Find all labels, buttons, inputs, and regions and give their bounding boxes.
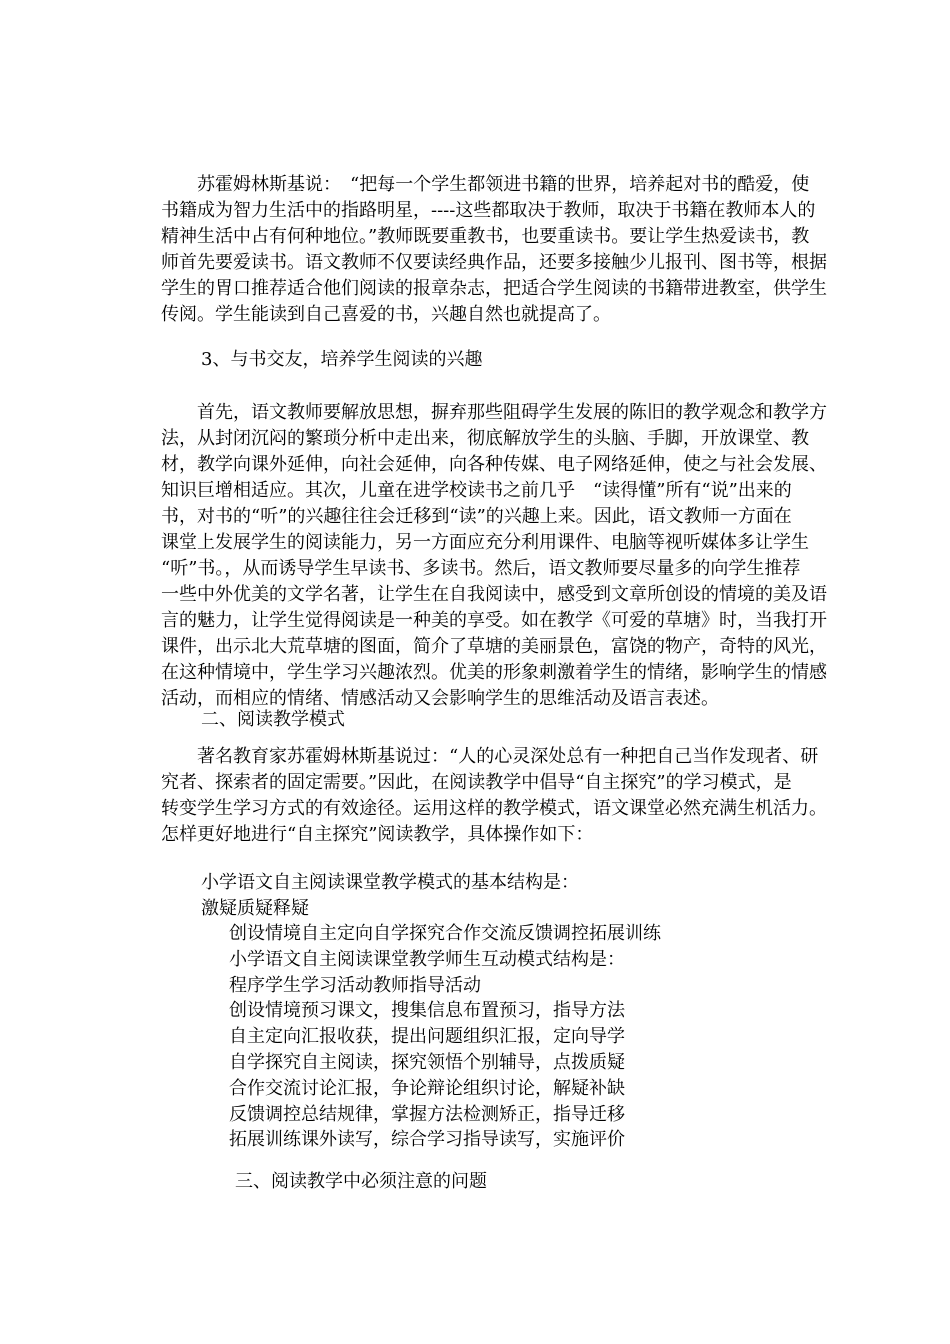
text-line: 传阅。学生能读到自己喜爱的书，兴趣自然也就提高了。 xyxy=(161,304,611,325)
section-heading-3b: 三、阅读教学中必须注意的问题 xyxy=(235,1171,487,1192)
text-line: 材，教学向课外延伸，向社会延伸，向各种传媒、电子网络延伸，使之与社会发展、 xyxy=(161,454,827,475)
text-line: 师首先要爱读书。语文教师不仅要读经典作品，还要多接触少儿报刊、图书等，根据 xyxy=(161,252,827,273)
section-heading-3: 3、与书交友，培养学生阅读的兴趣 xyxy=(201,349,483,370)
text-line: 课件，出示北大荒草塘的图面，简介了草塘的美丽景色，富饶的物产，奇特的风光， xyxy=(161,636,827,657)
text-line: 学生的胃口推荐适合他们阅读的报章杂志，把适合学生阅读的书籍带进教室，供学生 xyxy=(161,278,827,299)
structure-title: 小学语文自主阅读课堂教学模式的基本结构是： xyxy=(201,872,579,893)
text-line: 知识巨增相适应。其次，儿童在进学校读书之前几乎 “读得懂”所有“说”出来的 xyxy=(161,480,792,501)
list-item: 反馈调控总结规律，掌握方法检测矫正，指导迁移 xyxy=(229,1103,625,1125)
list-item: 自主定向汇报收获，提出问题组织汇报，定向导学 xyxy=(229,1026,625,1048)
text-line: “听”书。，从而诱导学生早读书、多读书。然后，语文教师要尽量多的向学生推荐 xyxy=(161,558,801,579)
list-item: 自学探究自主阅读，探究领悟个别辅导，点拨质疑 xyxy=(229,1051,625,1073)
list-item: 小学语文自主阅读课堂教学师生互动模式结构是： xyxy=(229,948,625,970)
list-item: 程序学生学习活动教师指导活动 xyxy=(229,974,481,996)
structure-row: 激疑质疑释疑 xyxy=(201,898,309,919)
list-item: 拓展训练课外读写，综合学习指导读写，实施评价 xyxy=(229,1129,625,1151)
paragraph-suhomlinsky-quote xyxy=(161,172,827,328)
text-line: 首先，语文教师要解放思想，摒弃那些阻碍学生发展的陈旧的教学观念和教学方 xyxy=(161,402,827,423)
text-line: 精神生活中占有何种地位。”教师既要重教书，也要重读书。要让学生热爱读书，教 xyxy=(161,226,810,247)
text-line: 怎样更好地进行“自主探究”阅读教学，具体操作如下： xyxy=(161,824,594,845)
text-line: 活动，而相应的情绪、情感活动又会影响学生的思维活动及语言表述。 xyxy=(161,688,719,709)
paragraph-famous-educator xyxy=(161,744,827,848)
text-line: 书，对书的“听”的兴趣往往会迁移到“读”的兴趣上来。因此，语文教师一方面在 xyxy=(161,506,792,527)
text-line: 转变学生学习方式的有效途径。运用这样的教学模式，语文课堂必然充满生机活力。 xyxy=(161,798,827,819)
list-item: 创设情境预习课文，搜集信息布置预习，指导方法 xyxy=(229,1000,625,1022)
text-line: 法，从封闭沉闷的繁琐分析中走出来，彻底解放学生的头脑、手脚，开放课堂、教 xyxy=(161,428,809,449)
text-line: 一些中外优美的文学名著，让学生在自我阅读中，感受到文章所创设的情境的美及语 xyxy=(161,584,827,605)
text-line: 言的魅力，让学生觉得阅读是一种美的享受。如在教学《可爱的草塘》时，当我打开 xyxy=(161,610,827,631)
text-line: 苏霍姆林斯基说： “把每一个学生都领进书籍的世界，培养起对书的酷爱，使 xyxy=(161,174,810,195)
section-heading-2: 二、阅读教学模式 xyxy=(201,709,345,730)
paragraph-first-of-all xyxy=(161,400,827,712)
text-line: 书籍成为智力生活中的指路明星，----这些都取决于教师，取决于书籍在教师本人的 xyxy=(161,200,816,221)
model-structure-list xyxy=(229,921,661,1153)
text-line: 著名教育家苏霍姆林斯基说过：“人的心灵深处总有一种把自己当作发现者、研 xyxy=(161,746,819,767)
list-item: 创设情境自主定向自学探究合作交流反馈调控拓展训练 xyxy=(229,923,661,944)
text-line: 究者、探索者的固定需要。”因此，在阅读教学中倡导“自主探究”的学习模式，是 xyxy=(161,772,792,793)
text-line: 课堂上发展学生的阅读能力，另一方面应充分利用课件、电脑等视听媒体多让学生 xyxy=(161,532,809,553)
text-line: 在这种情境中，学生学习兴趣浓烈。优美的形象刺激着学生的情绪，影响学生的情感 xyxy=(161,662,827,683)
list-item: 合作交流讨论汇报，争论辩论组织讨论，解疑补缺 xyxy=(229,1077,625,1099)
